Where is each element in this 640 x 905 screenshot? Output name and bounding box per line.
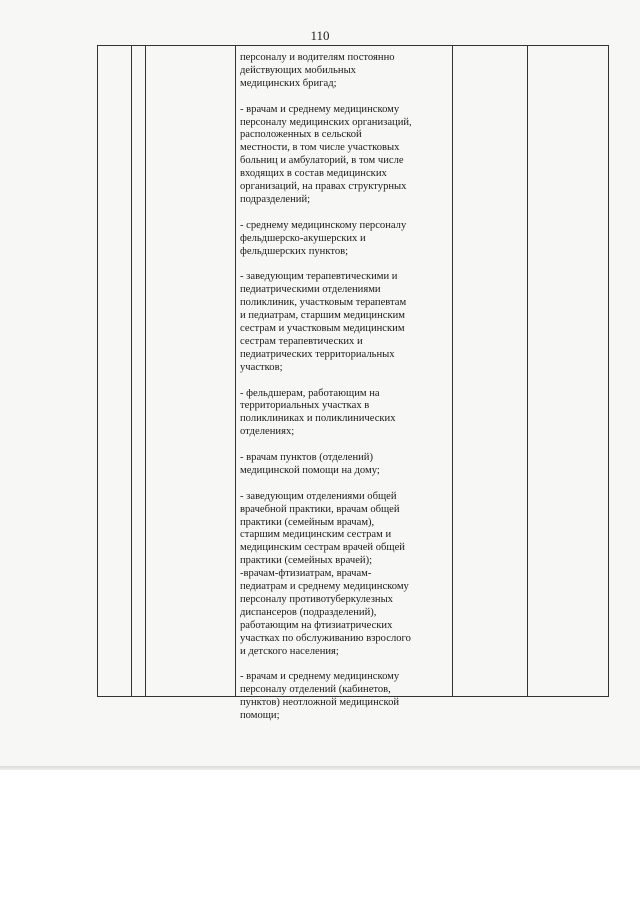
paragraph: - врачам и среднему медицинскому персоналу отделений (кабинетов, пунктов) неотложной медицинской помощи; [240, 671, 400, 722]
paragraph: - заведующим терапевтическими и педиатрическими отделениями поликлиник, участковым терапевтам и педиатрам, старшим медицинским сестрам и участковым медицинским сестрам терапевтических и педиатрических территориальных участков; [240, 271, 407, 373]
column-divider-1 [131, 46, 132, 696]
paragraph: - среднему медицинскому персоналу фельдшерско-акушерских и фельдшерских пунктов; [240, 219, 407, 257]
column-divider-3 [235, 46, 236, 696]
scan-edge [0, 766, 640, 770]
paragraph: - врачам пунктов (отделений) медицинской помощи на дому; [240, 452, 380, 476]
column-divider-2 [145, 46, 146, 696]
paragraph: -врачам-фтизиатрам, врачам- педиатрам и среднему медицинскому персоналу противотуберкулезных диспансеров (подразделений), работающим на фтизиатрических участках по обслуживанию взрослого и детского населения; [240, 568, 411, 657]
table-cell-text [240, 52, 448, 723]
paragraph: - врачам и среднему медицинскому персоналу медицинских организаций, расположенных в сельской местности, в том числе участковых больниц и амбулаторий, в том числе входящих в состав медицинских организаций, на правах структурных подразделений; [240, 103, 412, 205]
page-number: 110 [310, 28, 330, 43]
column-divider-5 [527, 46, 528, 696]
paragraph: - заведующим отделениями общей врачебной практики, врачам общей практики (семейным врачам), старшим медицинским сестрам и медицинским сестрам врачей общей практики (семейных врачей); [240, 490, 405, 567]
paragraph: - фельдшерам, работающим на территориальных участках в поликлиниках и поликлинических отделениях; [240, 387, 396, 438]
paragraph: персоналу и водителям постоянно действующих мобильных медицинских бригад; [240, 52, 395, 89]
column-divider-4 [452, 46, 453, 696]
